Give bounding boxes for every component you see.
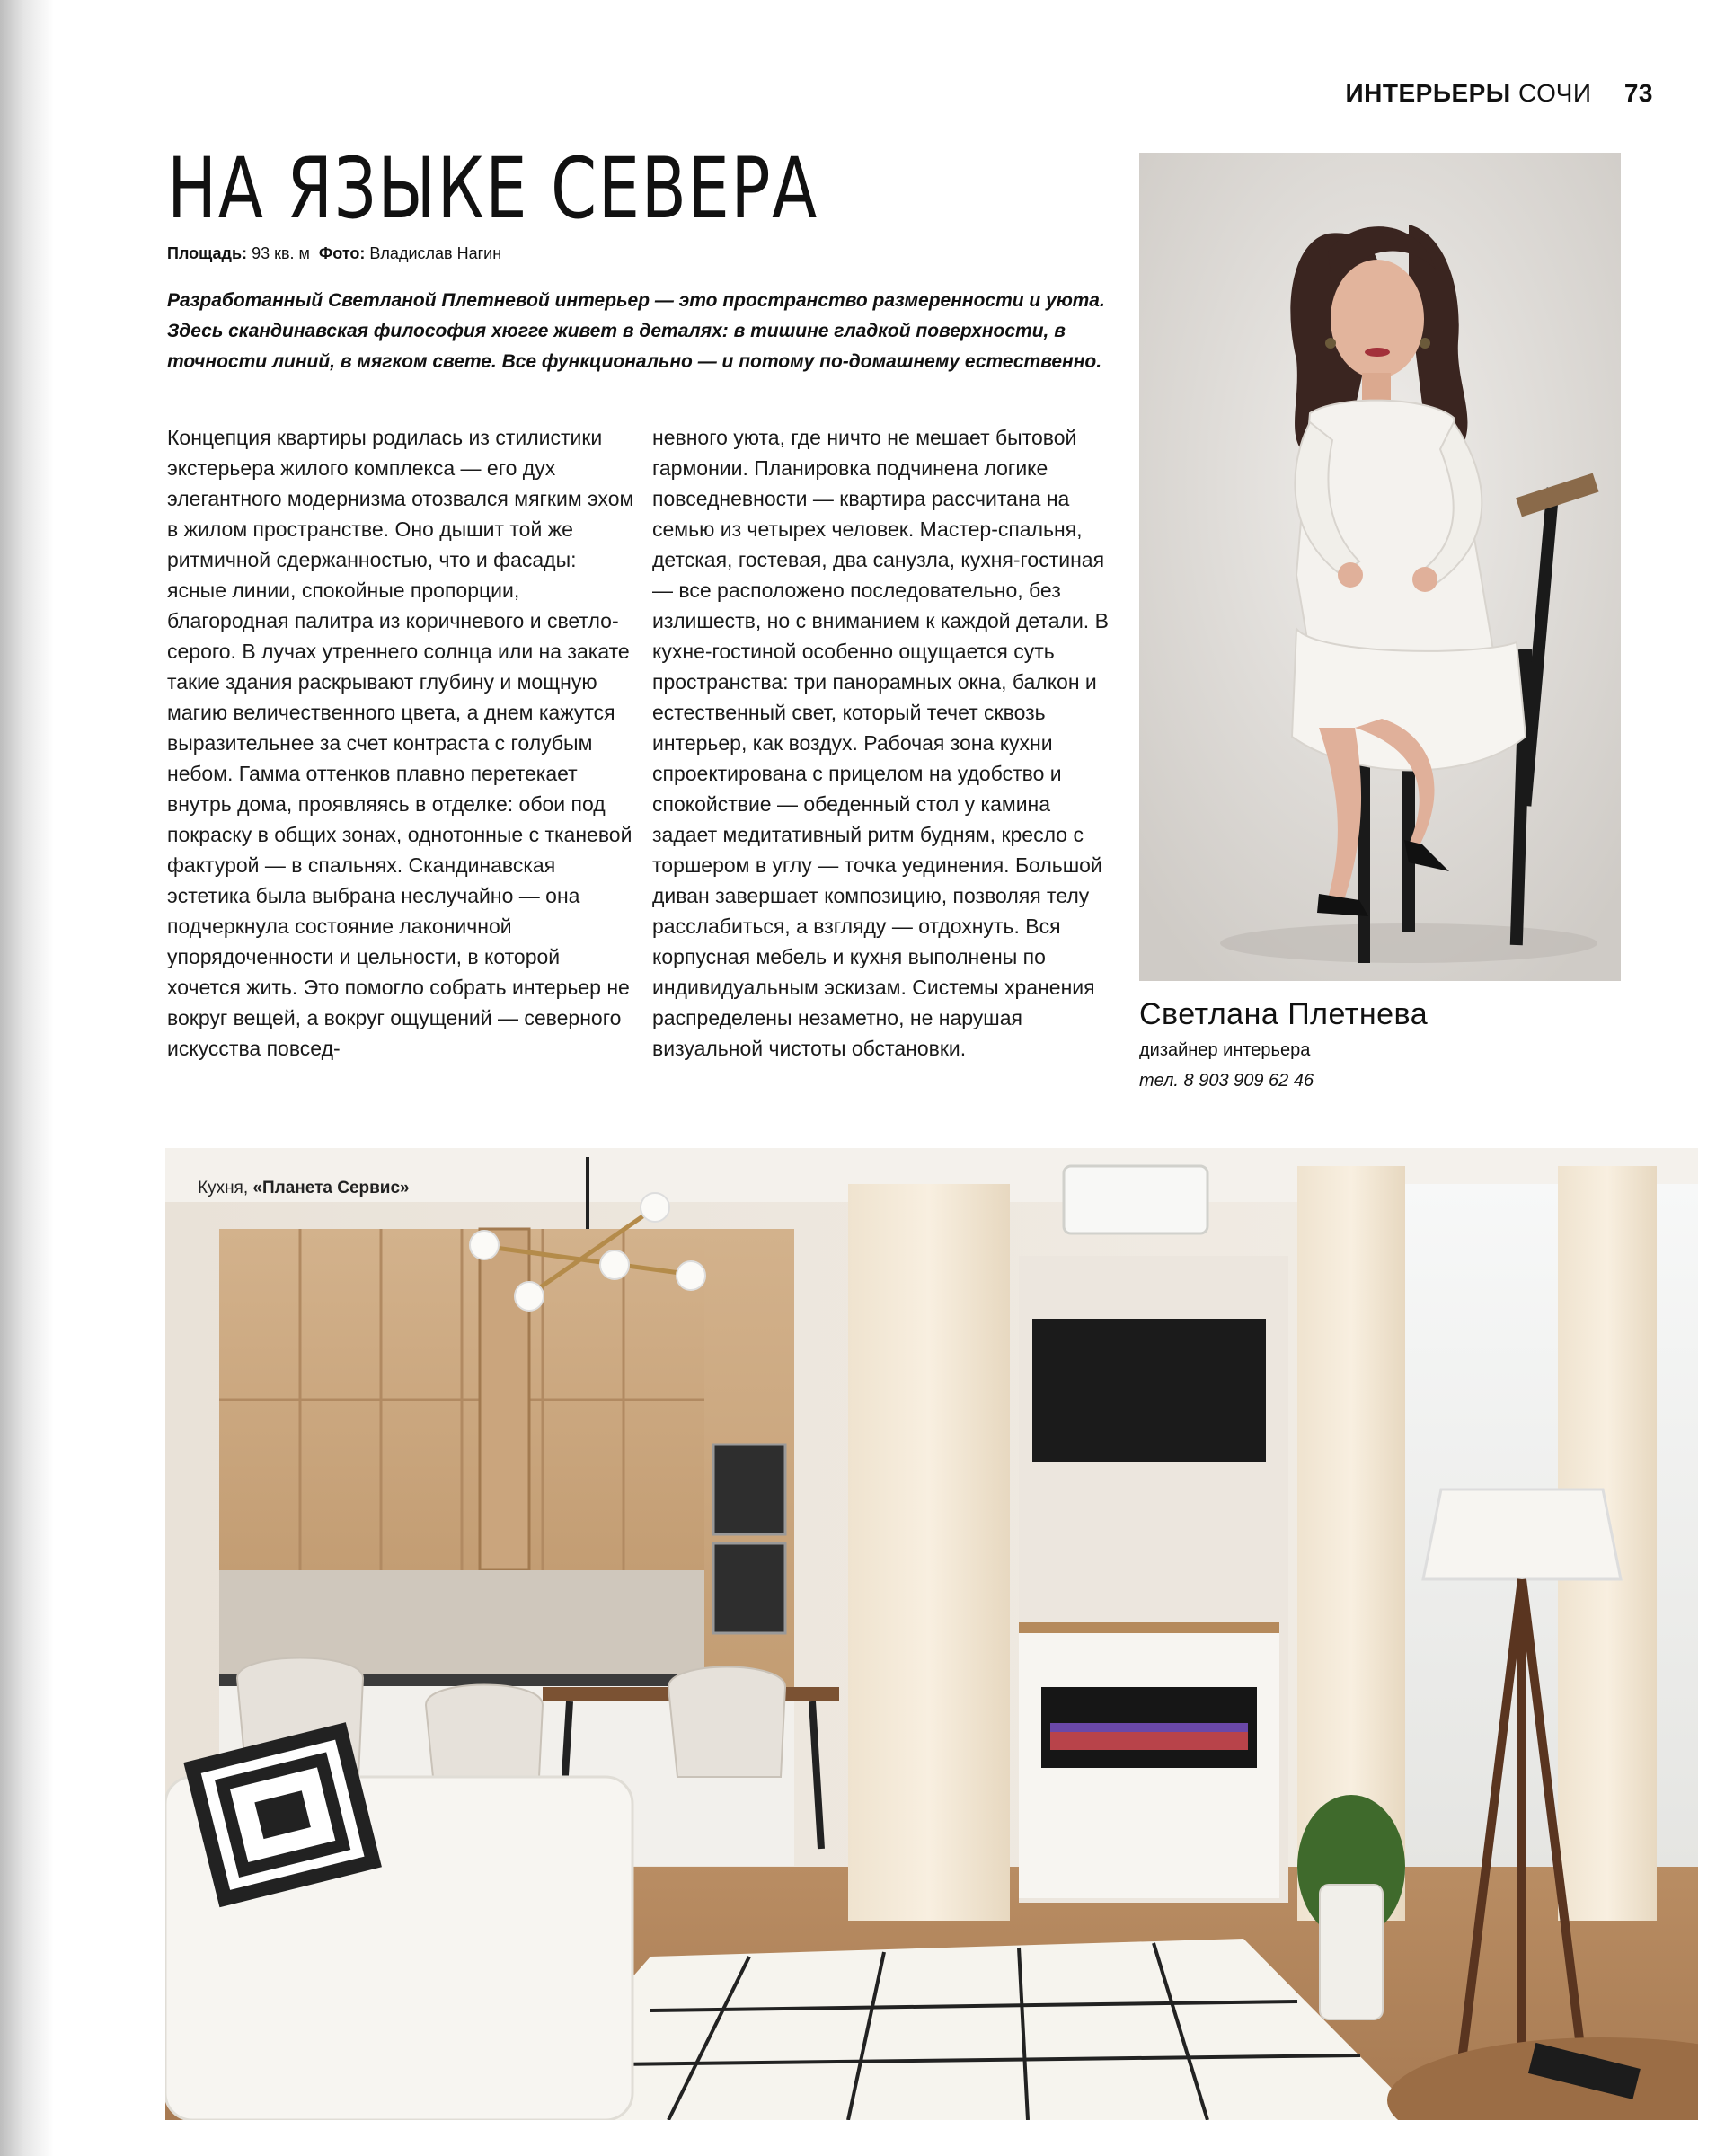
area-value: 93 кв. м <box>252 244 310 262</box>
designer-role: дизайнер интерьера <box>1139 1040 1311 1060</box>
article-lead: Разработанный Светланой Плетневой интерьер — это пространство размеренности и уюта. Здесь скандинавская философия хюгге живет в деталях: в тишине гладкой поверхности, в точности линий, в мягком свете. Все функционально — и потому по-домашнему естественно. <box>167 290 1105 372</box>
interior-photo <box>165 1148 1698 2120</box>
caption-room: Кухня, <box>198 1179 249 1197</box>
designer-name: Светлана Плетнева <box>1139 997 1429 1031</box>
article-title: НА ЯЗЫКЕ СЕВЕРА <box>167 140 818 238</box>
photo-caption <box>198 1179 410 1198</box>
page-number: 73 <box>1623 79 1653 107</box>
area-label: Площадь: <box>167 244 248 262</box>
running-header <box>1346 79 1653 108</box>
page-gutter-shadow <box>0 0 54 2156</box>
body-column-2: невного уюта, где ничто не мешает бытовой гармонии. Планировка подчинена логике повседневности — квартира рассчитана на семью из четырех человек. Мастер-спальня, детская, гостевая, два санузла, кухня-гостиная — все расположено последовательно, без излишеств, но с вниманием к каждой детали. В кухне-гостиной особенно ощущается суть пространства: три панорамных окна, балкон и естественный свет, который течет сквозь интерьер, как воздух. Рабочая зона кухни спроектирована с прицелом на удобство и спокойствие — обеденный стол у камина задает медитативный ритм будням, кресло с торшером в углу — точка уединения. Большой диван завершает композицию, позволяя телу расслабиться, а взгляду — отдохнуть. Вся корпусная мебель и кухня выполнены по индивидуальным эскизам. Системы хранения распределены незаметно, не нарушая визуальной чистоты обстановки. <box>652 426 1109 1060</box>
caption-brand: «Планета Сервис» <box>252 1179 410 1197</box>
designer-portrait-photo <box>1139 153 1621 981</box>
body-column-1: Концепция квартиры родилась из стилистики экстерьера жилого комплекса — его дух элегантного модернизма отозвался мягким эхом в жилом пространстве. Оно дышит той же ритмичной сдержанностью, что и фасады: ясные линии, спокойные пропорции, благородная палитра из коричневого и светло-серого. В лучах утреннего солнца или на закате такие здания раскрывают глубину и мощную магию величественного цвета, а днем кажутся выразительнее за счет контраста с голубым небом. Гамма оттенков плавно перетекает внутрь дома, проявляясь в отделке: обои под покраску в общих зонах, однотонные с тканевой фактурой — в спальнях. Скандинавская эстетика была выбрана неслучайно — она подчеркнула состояние лаконичной упорядоченности и цельности, в которой хочется жить. Это помогло собрать интерьер не вокруг вещей, а вокруг ощущений — северного искусства повсед- <box>167 426 634 1060</box>
photo-label: Фото: <box>318 244 366 262</box>
interior-illustration <box>165 1148 1698 2120</box>
photo-credit: Владислав Нагин <box>369 244 502 262</box>
section-name: ИНТЕРЬЕРЫ <box>1345 79 1511 107</box>
designer-phone: тел. 8 903 909 62 46 <box>1139 1071 1314 1091</box>
portrait-illustration <box>1139 153 1621 981</box>
article-meta <box>167 244 501 263</box>
section-city: СОЧИ <box>1518 79 1592 107</box>
